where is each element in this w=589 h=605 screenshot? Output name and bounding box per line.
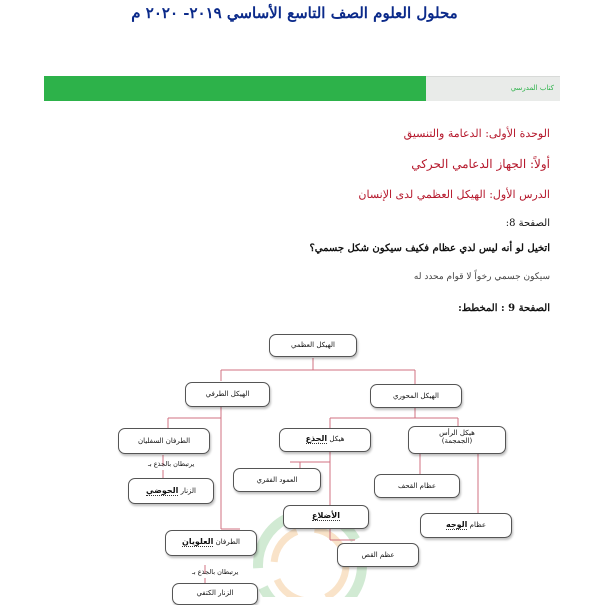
node-lower-limbs-text: الطرفان السفليان	[137, 437, 191, 445]
unit-heading: الوحدة الأولى: الدعامة والتنسيق	[403, 127, 550, 140]
node-skeleton-text: الهيكل العظمي	[291, 341, 335, 349]
node-skull	[408, 426, 506, 454]
node-spine-text: العمود الفقري	[256, 476, 298, 484]
node-skeleton	[269, 334, 357, 357]
node-appendicular	[185, 382, 270, 407]
node-ribs	[283, 505, 369, 529]
node-sternum	[337, 543, 419, 567]
node-shoulder-text: الزنار الكتفي	[196, 589, 234, 597]
node-sternum-text: عظم القص	[361, 551, 395, 559]
upper-link-note: يرتبطان بالجذع بـ	[192, 568, 239, 576]
node-skull-line2: (الجمجمة)	[441, 437, 473, 446]
node-trunk	[279, 428, 371, 452]
node-cranium	[374, 474, 460, 498]
node-face	[420, 513, 512, 538]
section-heading: أولاً: الجهاز الدعامي الحركي	[411, 157, 550, 171]
question-text: اتخيل لو أنه ليس لدي عظام فكيف سيكون شكل جسمي؟	[309, 243, 550, 254]
node-pelvic-pre: الزنار	[180, 487, 196, 495]
node-appendicular-text: الهيكل الطرفي	[205, 390, 250, 398]
node-upper-limbs	[165, 530, 257, 556]
node-lower-limbs	[118, 428, 210, 454]
page9-label: الصفحة 9 : المخطط:	[458, 303, 550, 314]
node-face-answer: الوجه	[445, 520, 468, 529]
node-skull-line1: هيكل الرأس	[439, 429, 475, 437]
node-trunk-answer: الجذع	[305, 434, 328, 443]
node-shoulder	[172, 583, 258, 605]
lesson-heading: الدرس الأول: الهيكل العظمي لدى الإنسان	[358, 188, 550, 201]
banner-label: كتاب المدرسي	[510, 84, 554, 92]
node-spine	[233, 468, 321, 492]
answer-text: سيكون جسمي رخواً لا قوام محدد له	[413, 272, 550, 282]
node-pelvic-answer: الحوضي	[146, 486, 179, 495]
lower-link-note: يرتبطان بالجذع بـ	[148, 460, 195, 468]
node-axial-text: الهيكل المحوري	[393, 392, 439, 400]
node-pelvic	[128, 478, 214, 504]
page8-label: الصفحة 8:	[505, 218, 550, 229]
node-axial	[370, 384, 462, 408]
node-face-pre: عظام	[469, 521, 486, 529]
node-cranium-text: عظام القحف	[398, 482, 436, 490]
page-title: محلول العلوم الصف التاسع الأساسي ٢٠١٩- ٢٠٢٠ م	[131, 4, 458, 22]
node-upper-answer: العلويان	[182, 537, 214, 546]
node-upper-pre: الطرفان	[215, 538, 240, 546]
node-ribs-answer: الأضلاع	[312, 511, 340, 520]
node-trunk-pre: هيكل	[329, 435, 345, 443]
